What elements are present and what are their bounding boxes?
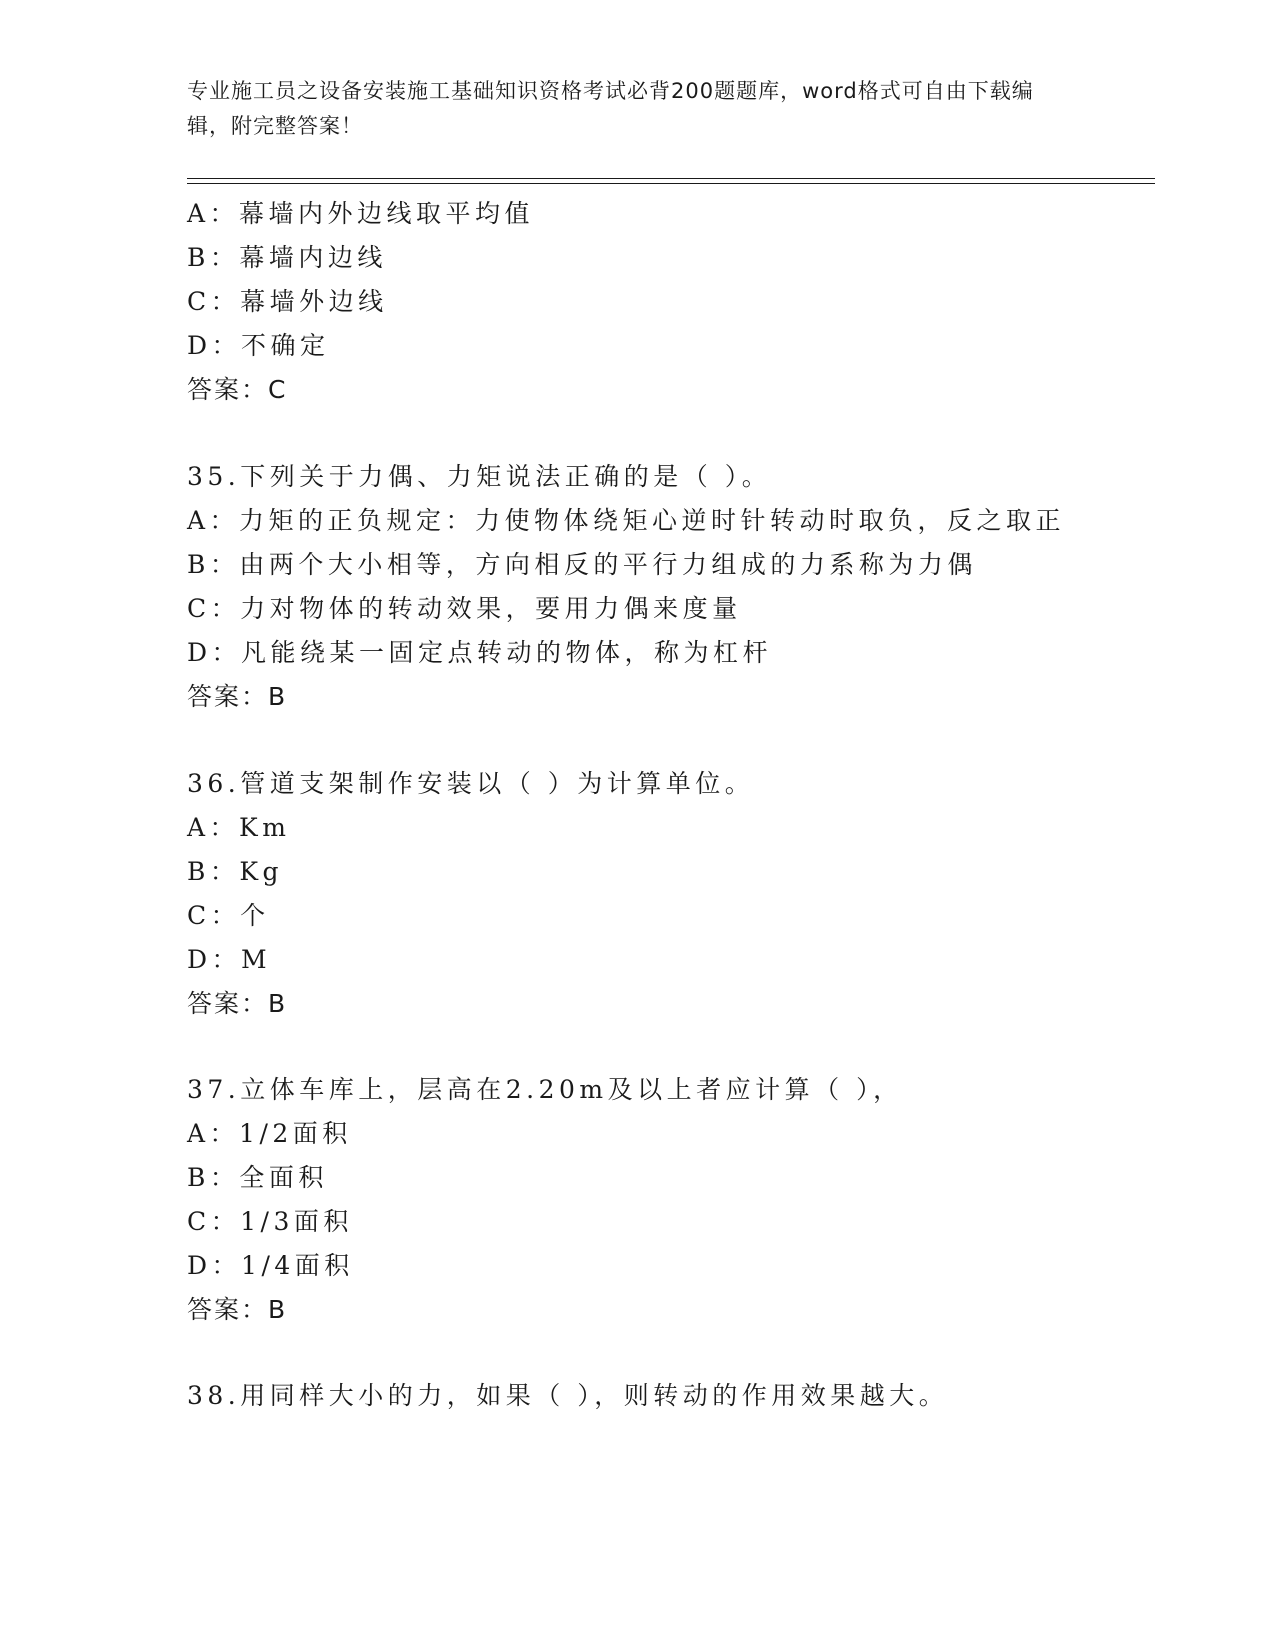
q35-answer: 答案：B — [187, 682, 288, 711]
q34-option-b: B：幕墙内边线 — [187, 243, 387, 272]
header-divider-top — [187, 178, 1155, 179]
q37-option-b: B：全面积 — [187, 1163, 328, 1192]
q35-option-b: B：由两个大小相等，方向相反的平行力组成的力系称为力偶 — [187, 550, 977, 579]
q36-option-a: A：Km — [187, 813, 291, 842]
q36-option-d: D：M — [187, 945, 272, 974]
q35-stem: 35.下列关于力偶、力矩说法正确的是（ ）。 — [187, 462, 772, 491]
q36-option-b: B：Kg — [187, 857, 284, 886]
q37-option-c: C：1/3面积 — [187, 1207, 353, 1236]
q37-option-d: D：1/4面积 — [187, 1251, 354, 1280]
q36-option-c: C：个 — [187, 901, 270, 930]
q35-option-a: A：力矩的正负规定：力使物体绕矩心逆时针转动时取负，反之取正 — [187, 506, 1066, 535]
q34-option-d: D：不确定 — [187, 331, 330, 360]
q34-answer: 答案：C — [187, 375, 288, 404]
q34-option-c: C：幕墙外边线 — [187, 287, 388, 316]
q35-option-c: C：力对物体的转动效果，要用力偶来度量 — [187, 594, 742, 623]
q38-stem: 38.用同样大小的力，如果（ ），则转动的作用效果越大。 — [187, 1381, 949, 1410]
q35-option-d: D：凡能绕某一固定点转动的物体，称为杠杆 — [187, 638, 773, 667]
header-divider-bottom — [187, 183, 1155, 184]
q34-option-a: A：幕墙内外边线取平均值 — [187, 199, 535, 228]
document-header: 专业施工员之设备安装施工基础知识资格考试必背200题题库，word格式可自由下载编辑，附完整答案！ — [187, 79, 1034, 138]
q37-answer: 答案：B — [187, 1295, 288, 1324]
q37-option-a: A：1/2面积 — [187, 1119, 352, 1148]
q36-answer: 答案：B — [187, 989, 288, 1018]
q36-stem: 36.管道支架制作安装以（ ）为计算单位。 — [187, 769, 755, 798]
q37-stem: 37.立体车库上，层高在2.20m及以上者应计算（ ）， — [187, 1075, 903, 1104]
